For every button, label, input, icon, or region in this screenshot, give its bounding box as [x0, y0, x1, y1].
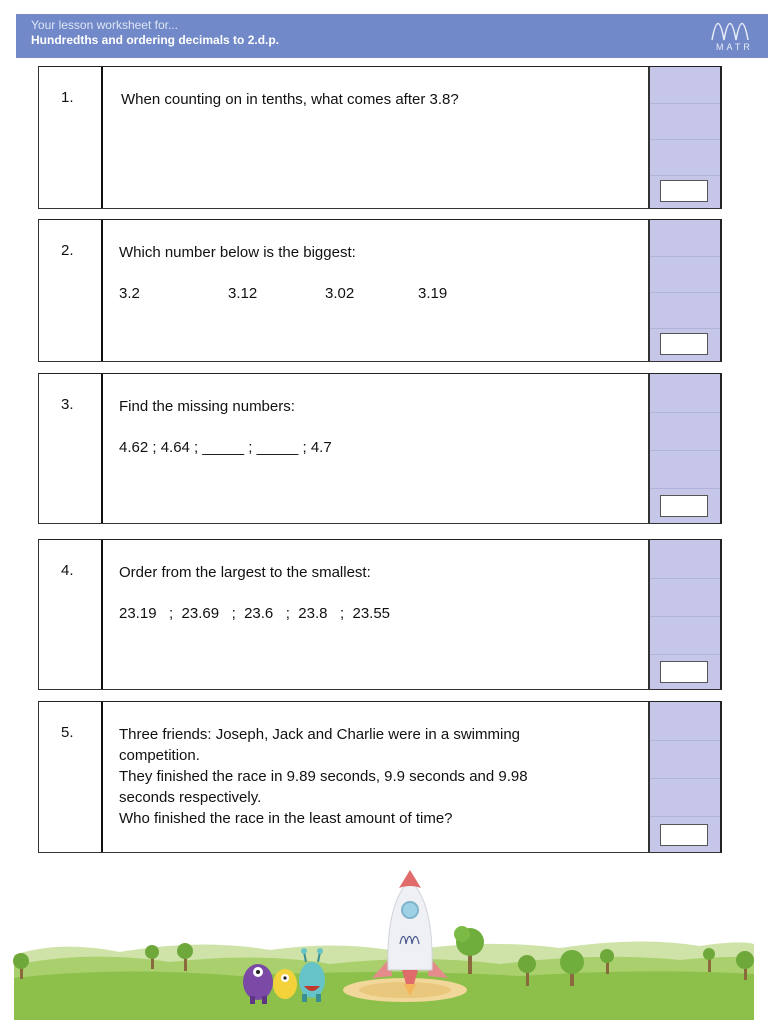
question-text: Order from the largest to the smallest:	[119, 564, 371, 581]
question-number: 4.	[61, 562, 74, 579]
logo-text: MATR	[716, 42, 753, 52]
column-divider	[101, 702, 103, 852]
question-4	[38, 539, 722, 690]
column-divider	[101, 374, 103, 523]
question-text: Which number below is the biggest:	[119, 244, 356, 261]
question-number: 3.	[61, 396, 74, 413]
landscape-scene	[0, 860, 768, 1024]
header-banner	[16, 14, 768, 58]
question-text: Find the missing numbers:	[119, 398, 295, 415]
option-number: 3.19	[418, 285, 448, 302]
brand-logo	[708, 14, 768, 58]
question-number: 2.	[61, 242, 74, 259]
option-number: 3.02	[325, 285, 355, 302]
question-2	[38, 219, 722, 362]
number-sequence: 4.62 ; 4.64 ; _____ ; _____ ; 4.7	[119, 439, 332, 456]
option-number: 3.2	[119, 285, 140, 302]
column-divider	[101, 220, 103, 361]
header-title: Hundredths and ordering decimals to 2.d.p.	[31, 33, 280, 47]
answer-box[interactable]	[660, 333, 708, 355]
answer-box[interactable]	[660, 180, 708, 202]
question-line: Three friends: Joseph, Jack and Charlie were in a swimming	[119, 726, 521, 743]
question-text: When counting on in tenths, what comes after 3.8?	[121, 91, 459, 108]
answer-box[interactable]	[660, 495, 708, 517]
mark-column	[648, 374, 720, 523]
mark-column	[648, 540, 720, 689]
number-sequence: 23.19 ; 23.69 ; 23.6 ; 23.8 ; 23.55	[119, 605, 391, 622]
column-divider	[101, 67, 103, 208]
mark-column	[648, 702, 720, 852]
question-line: seconds respectively.	[119, 789, 262, 806]
column-divider	[101, 540, 103, 689]
question-line: They finished the race in 9.89 seconds, 9.9 seconds and 9.98	[119, 768, 528, 785]
header-subtitle: Your lesson worksheet for...	[31, 18, 178, 32]
mark-column	[648, 220, 720, 361]
question-line: competition.	[119, 747, 200, 764]
landscape-illustration	[0, 860, 768, 1024]
mark-column	[648, 67, 720, 208]
answer-box[interactable]	[660, 661, 708, 683]
question-3	[38, 373, 722, 524]
number-options	[119, 283, 639, 304]
option-number: 3.12	[228, 285, 258, 302]
question-5	[38, 701, 722, 853]
answer-box[interactable]	[660, 824, 708, 846]
question-1	[38, 66, 722, 209]
question-number: 5.	[61, 724, 74, 741]
question-line: Who finished the race in the least amount of time?	[119, 810, 453, 827]
question-number: 1.	[61, 89, 74, 106]
logo-wave-icon	[708, 14, 768, 44]
